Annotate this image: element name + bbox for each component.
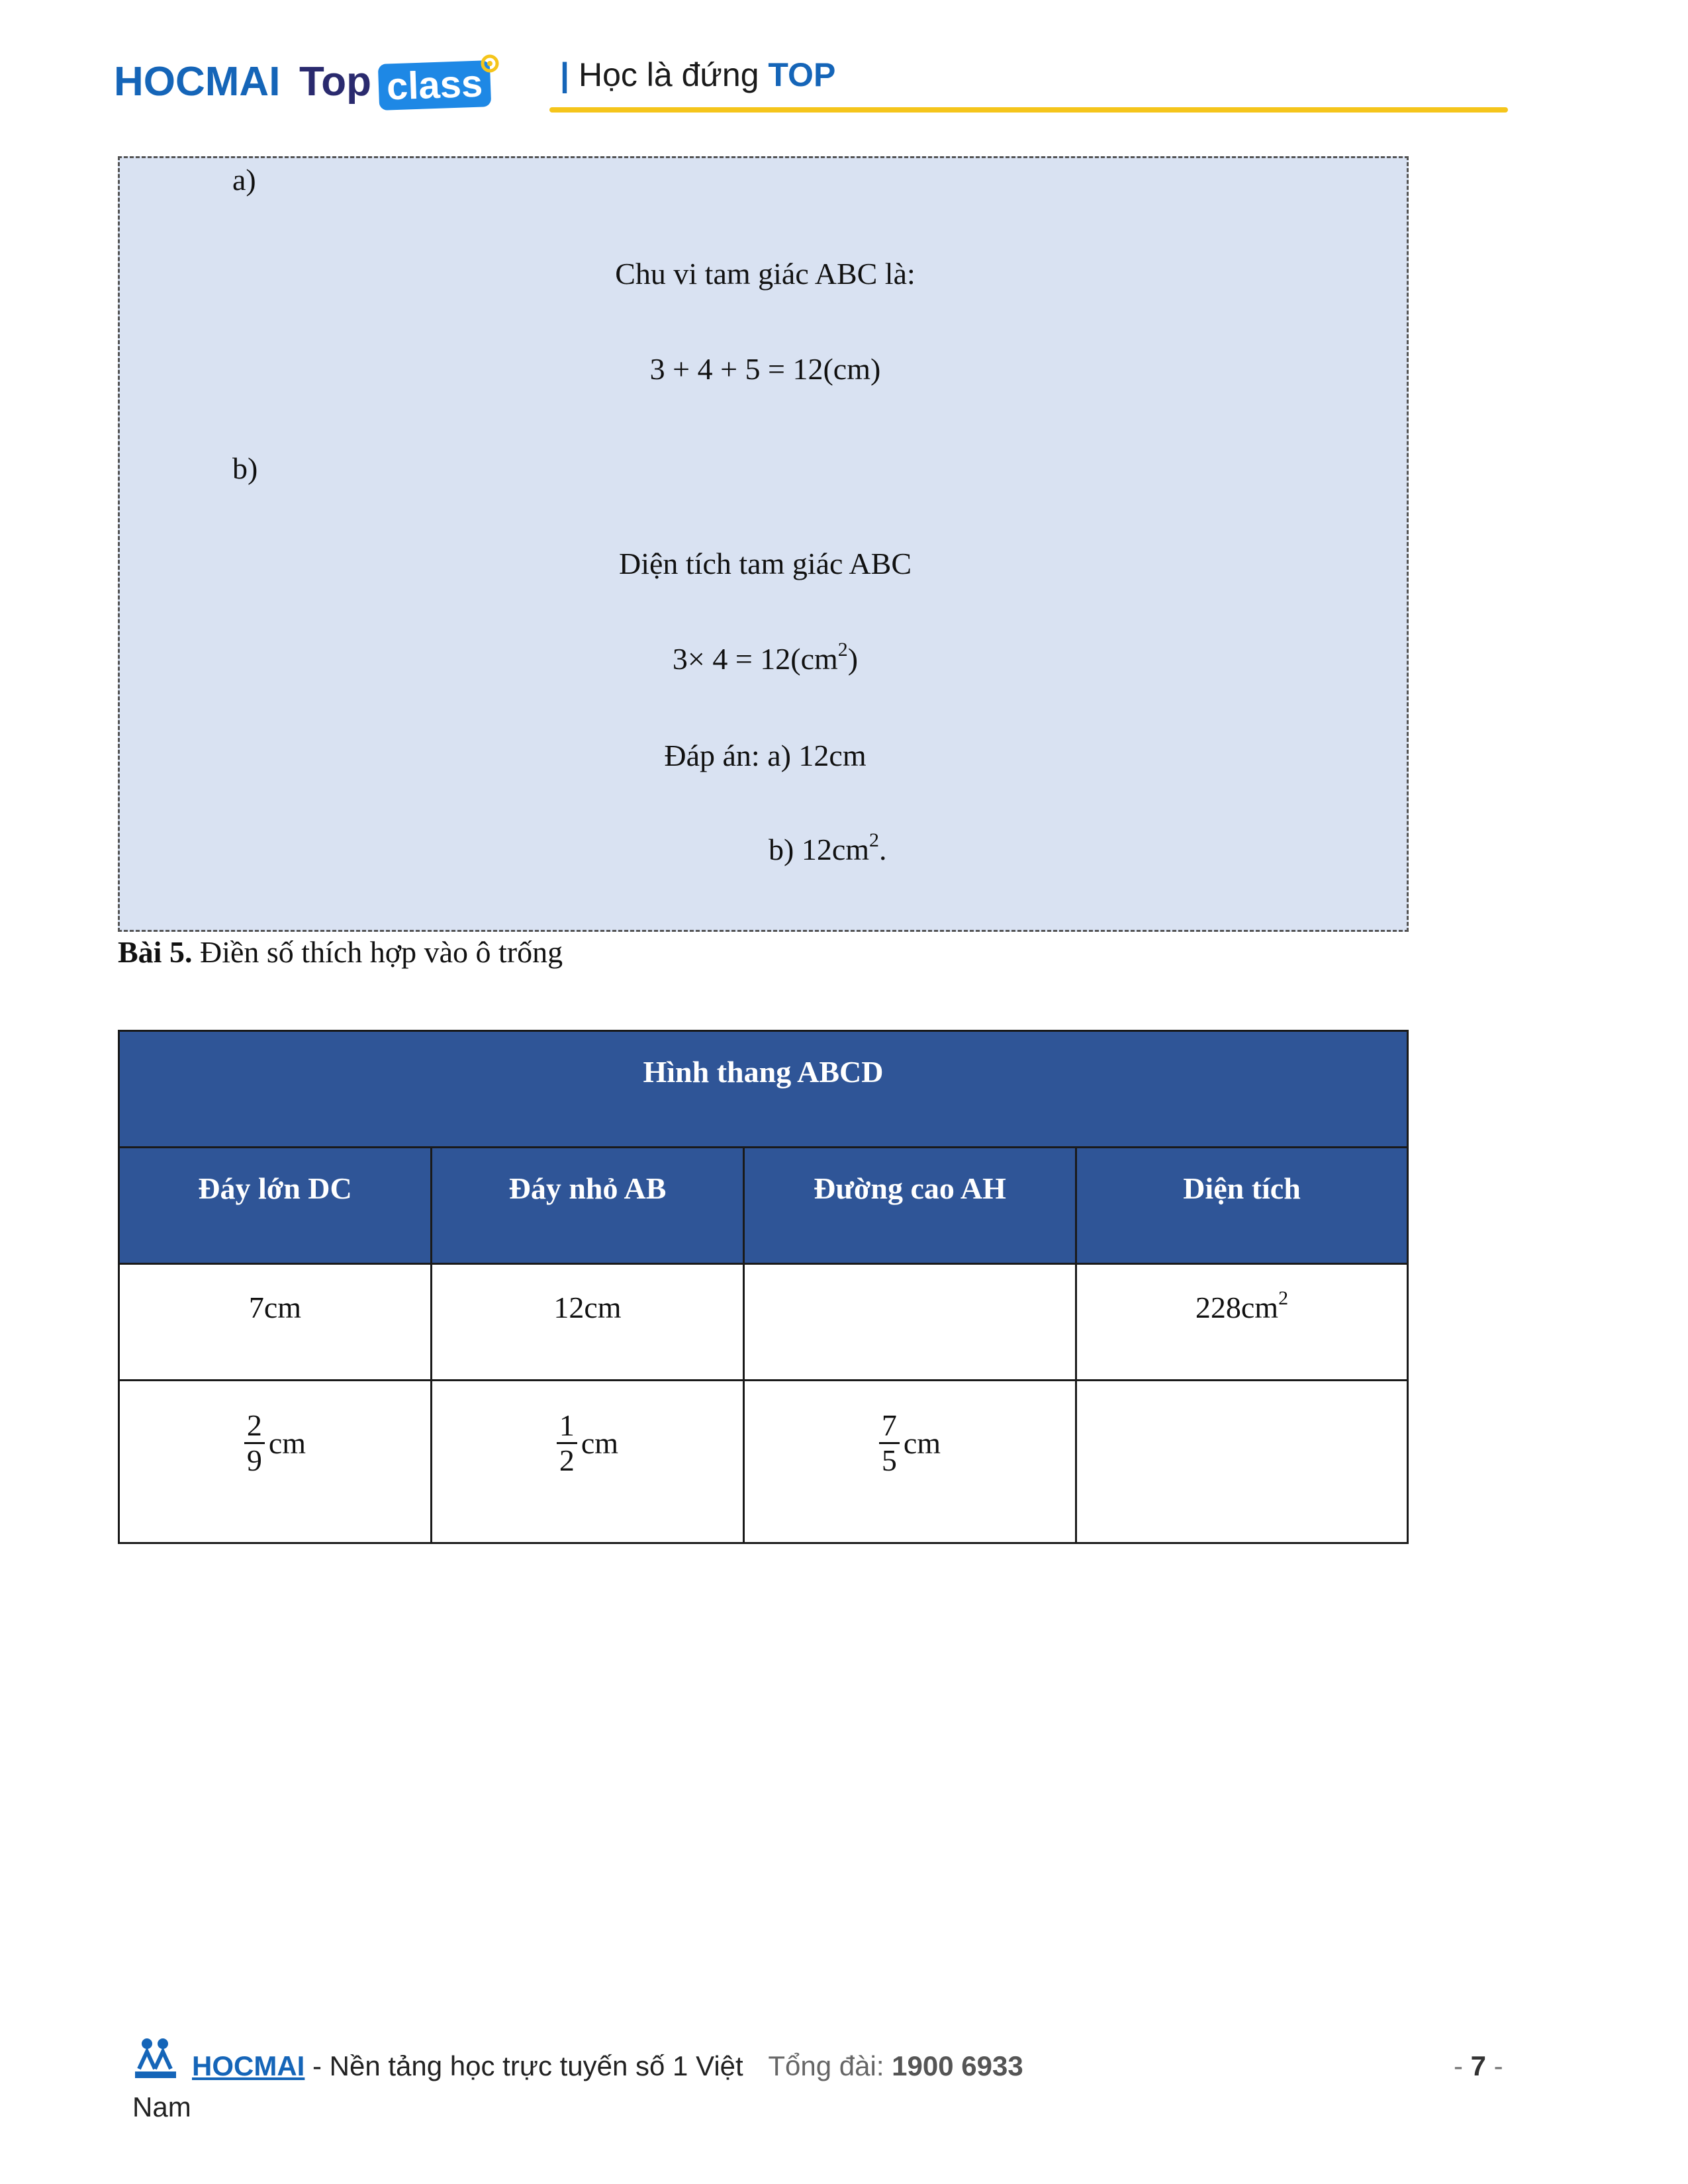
hocmai-topclass-logo [114, 53, 511, 113]
hotline-label: Tổng đài: [768, 2050, 884, 2081]
header-duong-cao: Đường cao AH [744, 1148, 1076, 1264]
table-title: Hình thang ABCD [119, 1031, 1408, 1148]
answer-a: Đáp án: a) 12cm [664, 739, 867, 772]
logo-hocmai-text: HOCMAI [114, 59, 281, 105]
exercise-text: Điền số thích hợp vào ô trống [192, 935, 563, 969]
logo-top-text: Top [299, 59, 372, 105]
area-title: Diện tích tam giác ABC [618, 547, 912, 580]
perimeter-title: Chu vi tam giác ABC là: [615, 257, 915, 291]
cell-fraction-day-lon: $\frac{2}{9}$ cm [119, 1381, 432, 1543]
cell-duong-cao-empty[interactable] [744, 1264, 1076, 1381]
cell-day-lon: 7cm [119, 1264, 432, 1381]
part-a-label: a) [232, 163, 256, 197]
footer-brand-link[interactable]: HOCMAI [192, 2050, 305, 2081]
hocmai-footer-icon [132, 2036, 179, 2081]
logo-class-text: class [378, 60, 491, 111]
table-row [119, 1264, 1408, 1381]
table-row [119, 1381, 1408, 1543]
header-day-lon: Đáy lớn DC [119, 1148, 432, 1264]
sun-icon [477, 50, 503, 77]
part-b-label: b) [232, 451, 258, 485]
cell-day-nho: 12cm [432, 1264, 744, 1381]
header-day-nho: Đáy nhỏ AB [432, 1148, 744, 1264]
exercise-label: Bài 5. [118, 935, 193, 969]
tagline-text: Học là đứng [579, 56, 759, 93]
page-number: - 7 - [1454, 2050, 1503, 2081]
area-calc: $3\times 4 = 12(cm^2)$ [672, 639, 859, 676]
cell-dien-tich: $228cm^2$ [1076, 1264, 1408, 1381]
tagline-top: TOP [768, 56, 836, 93]
exercise-heading [118, 934, 563, 970]
perimeter-calc: 3 + 4 + 5 = 12(cm) [649, 352, 881, 386]
trapezoid-table [118, 1030, 1409, 1544]
footer-text-line2: Nam [132, 2091, 191, 2122]
answer-b: b) $12cm^2$. [769, 829, 887, 866]
header-underline [549, 107, 1508, 113]
cell-fraction-duong-cao: $\frac{7}{5}$ cm [744, 1381, 1076, 1543]
hotline-number: 1900 6933 [892, 2050, 1023, 2081]
footer-text: HOCMAI - Nền tảng học trực tuyến số 1 Việt Tổng đài: 1900 6933 [192, 2050, 1023, 2081]
solution-box [118, 156, 1409, 932]
cell-dien-tich-empty[interactable] [1076, 1381, 1408, 1543]
tagline: | Học là đứng TOP [560, 56, 836, 93]
header-dien-tich: Diện tích [1076, 1148, 1408, 1264]
cell-fraction-day-nho: $\frac{1}{2}$ cm [432, 1381, 744, 1543]
